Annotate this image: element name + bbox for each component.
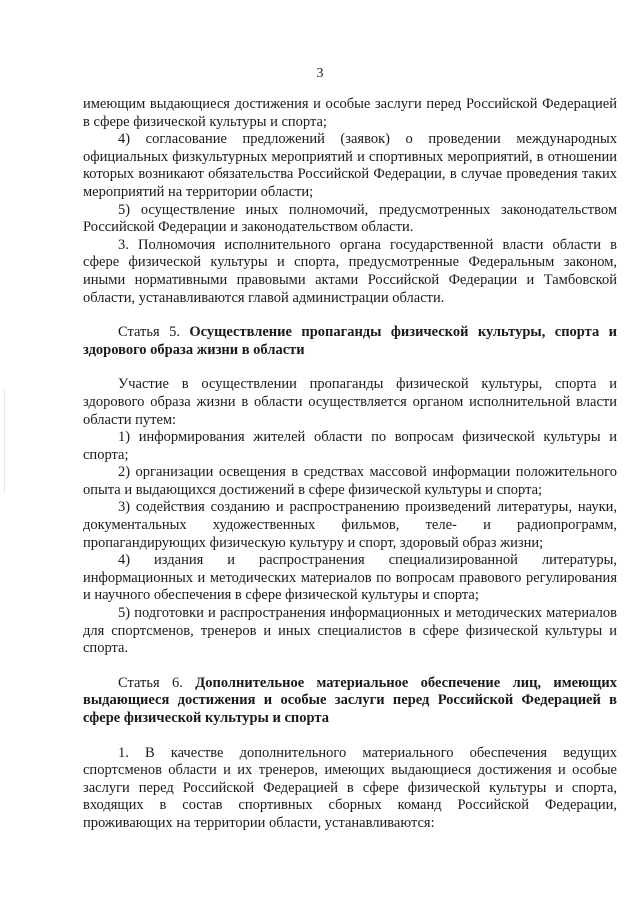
article-5-item-1: 1) информирования жителей области по вопросам физической культуры и спорта; [83, 429, 617, 463]
spacer [83, 307, 617, 324]
article-6-clause-1: 1. В качестве дополнительного материального обеспечения ведущих спортсменов области и их тренеров, имеющих выдающиеся достижения и особые заслуги перед Российской Федерацией в сфере физической культуры и спорта, входящих в состав спортивных сборных команд Российской Федерации, проживающих на территории области, устанавливаются: [83, 744, 617, 831]
article-6-label: Статья 6. [118, 674, 196, 691]
paragraph-continuation: имеющим выдающиеся достижения и особые заслуги перед Российской Федерацией в сфере физической культуры и спорта; [83, 96, 617, 130]
article-6-title: Дополнительное материальное обеспечение лиц, имеющих выдающиеся достижения и особые заслуги перед Российской Федерацией в сфере физической культуры и спорта [83, 674, 617, 726]
paragraph-item-4: 4) согласование предложений (заявок) о проведении международных официальных физкультурных мероприятий и спортивных мероприятий, в отношении которых возникают обязательства Российской Федерации, в случае проведения таких мероприятий на территории области; [83, 131, 617, 200]
article-5-title: Осуществление пропаганды физической культуры, спорта и здорового образа жизни в области [83, 324, 617, 358]
article-5-item-3: 3) содействия созданию и распространению произведений литературы, науки, документальных художественных фильмов, теле- и радиопрограмм, пропагандирующих физическую культуру и спорт, здоровый образ жизни; [83, 499, 617, 551]
document-body [83, 96, 617, 833]
spacer [83, 359, 617, 376]
page-number: 3 [316, 66, 324, 81]
article-5-intro: Участие в осуществлении пропаганды физической культуры, спорта и здорового образа жизни в области осуществляется органом исполнительной власти области путем: [83, 376, 617, 428]
article-5-item-4: 4) издания и распространения специализированной литературы, информационных и методических материалов по вопросам правового регулирования и научного обеспечения в сфере физической культуры и спорта; [83, 552, 617, 604]
article-5-item-2: 2) организации освещения в средствах массовой информации положительного опыта и выдающихся достижений в сфере физической культуры и спорта; [83, 464, 617, 498]
spacer [83, 728, 617, 745]
article-6-heading [83, 675, 617, 728]
margin-scan-marks [4, 388, 8, 493]
article-5-item-5: 5) подготовки и распространения информационных и методических материалов для спортсменов, тренеров и иных специалистов в сфере физической культуры и спорта. [83, 605, 617, 657]
article-5-heading [83, 324, 617, 359]
article-5-label: Статья 5. [118, 324, 190, 341]
spacer [83, 658, 617, 675]
paragraph-clause-3: 3. Полномочия исполнительного органа государственной власти области в сфере физической культуры и спорта, предусмотренные Федеральным законом, иными нормативными правовыми актами Российской Федерации и Тамбовской области, устанавливаются главой администрации области. [83, 236, 617, 306]
paragraph-item-5: 5) осуществление иных полномочий, предусмотренных законодательством Российской Федерации и законодательством области. [83, 201, 617, 236]
